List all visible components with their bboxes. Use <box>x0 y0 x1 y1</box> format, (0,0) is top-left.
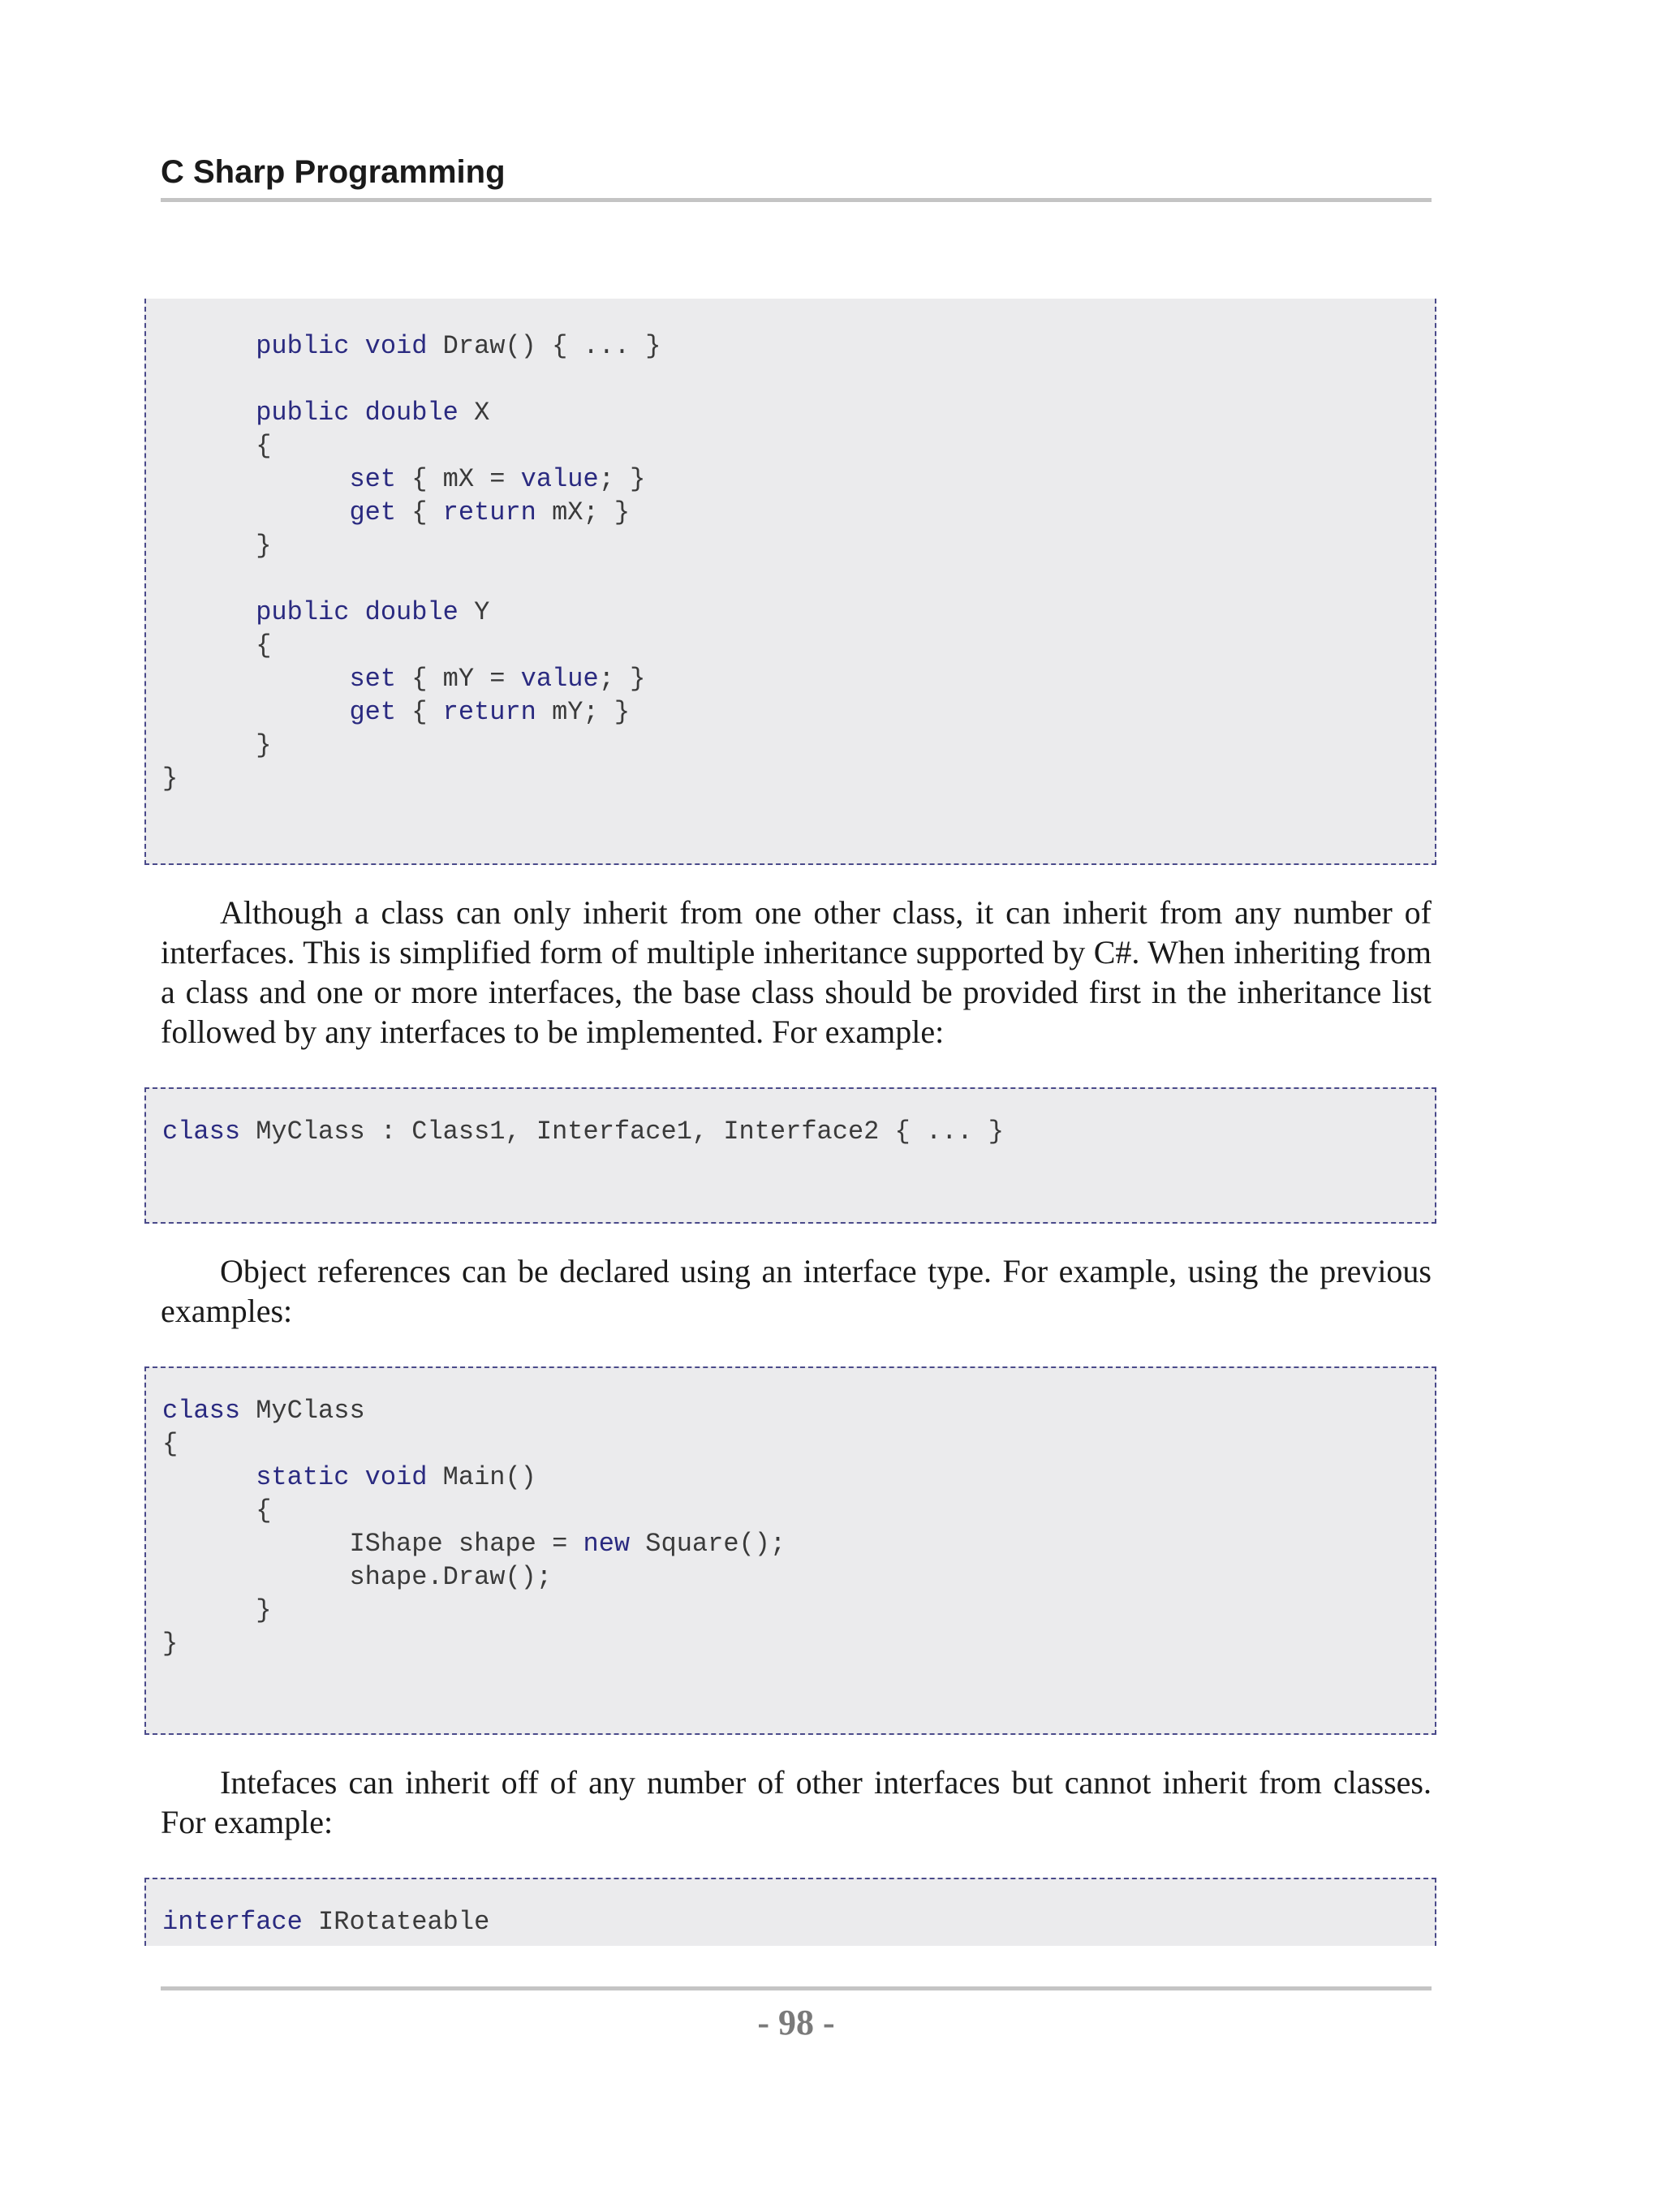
code-text: } <box>162 730 272 760</box>
code-text: ; } <box>598 664 646 694</box>
code-line <box>162 1627 786 1660</box>
code-line <box>162 496 661 529</box>
code-listing <box>162 1394 786 1660</box>
code-text: MyClass : Class1, Interface1, Interface2 { ... } <box>240 1117 1004 1147</box>
code-text: } <box>162 1629 179 1659</box>
code-line <box>162 463 661 496</box>
code-line <box>162 363 661 396</box>
code-text <box>162 398 256 428</box>
code-text: Y <box>458 597 490 627</box>
code-text <box>162 1462 256 1492</box>
code-block-interface-declaration <box>144 1878 1436 1946</box>
code-text: MyClass <box>240 1396 365 1426</box>
book-title: C Sharp Programming <box>161 154 506 190</box>
code-text: Draw() { ... } <box>427 331 661 361</box>
code-text: mY; } <box>536 697 631 727</box>
code-block-class-declaration <box>144 1087 1436 1224</box>
code-keyword: value <box>520 464 599 494</box>
paragraph-multiple-inheritance: Although a class can only inherit from one other class, it can inherit from any number of interfaces. This is simplified form of multiple inheritance supported by C#. When inheriting from a class and one or more interfaces, the base class should be provided first in the inheritance list followed by any interfaces to be implemented. For example: <box>161 894 1432 1050</box>
code-listing <box>162 1905 489 1939</box>
code-text: Square(); <box>630 1529 786 1559</box>
code-text <box>162 497 349 527</box>
code-line <box>162 1905 489 1939</box>
code-text: { <box>396 497 443 527</box>
code-keyword: value <box>520 664 599 694</box>
code-line <box>162 396 661 429</box>
code-text: mX; } <box>536 497 631 527</box>
code-block-property-accessors <box>144 299 1436 865</box>
footer-rule <box>161 1986 1432 1990</box>
code-block-main-method <box>144 1366 1436 1735</box>
code-text: { <box>162 431 272 461</box>
code-line <box>162 662 661 695</box>
code-line <box>162 1527 786 1560</box>
paragraph-object-references: Object references can be declared using an interface type. For example, using the previous examples: <box>161 1253 1432 1329</box>
code-text: Main() <box>427 1462 536 1492</box>
code-line <box>162 1427 786 1461</box>
page-header <box>161 151 1432 202</box>
code-keyword: get <box>349 697 397 727</box>
code-keyword: static void <box>256 1462 428 1492</box>
code-line <box>162 629 661 662</box>
code-text: { <box>162 630 272 661</box>
code-text: IShape shape = <box>162 1529 583 1559</box>
code-line <box>162 562 661 596</box>
code-keyword: interface <box>162 1907 303 1937</box>
code-line <box>162 1594 786 1627</box>
code-text: { <box>162 1429 179 1459</box>
paragraph-interface-inheritance: Intefaces can inherit off of any number of other interfaces but cannot inherit from classes. For example: <box>161 1764 1432 1840</box>
code-text: ; } <box>598 464 646 494</box>
code-text: X <box>458 398 490 428</box>
code-text <box>162 664 349 694</box>
code-line <box>162 1115 1004 1148</box>
code-listing <box>162 329 661 795</box>
code-text <box>162 331 256 361</box>
code-text: } <box>162 531 272 561</box>
code-keyword: return <box>442 697 536 727</box>
code-line <box>162 529 661 562</box>
code-text: { <box>162 1495 272 1526</box>
code-keyword: set <box>349 464 397 494</box>
code-text: } <box>162 1595 272 1625</box>
code-text: } <box>162 764 179 794</box>
code-line <box>162 729 661 762</box>
code-line <box>162 695 661 729</box>
code-keyword: class <box>162 1117 241 1147</box>
code-keyword: public void <box>256 331 428 361</box>
code-line <box>162 1560 786 1594</box>
code-line <box>162 1461 786 1494</box>
code-keyword: class <box>162 1396 241 1426</box>
page-footer <box>161 1986 1432 2043</box>
code-text <box>162 464 349 494</box>
header-rule <box>161 198 1432 202</box>
code-line <box>162 329 661 363</box>
code-line <box>162 596 661 629</box>
code-listing <box>162 1115 1004 1148</box>
code-text: { mY = <box>396 664 521 694</box>
code-keyword: set <box>349 664 397 694</box>
code-keyword: get <box>349 497 397 527</box>
code-keyword: return <box>442 497 536 527</box>
code-text: { mX = <box>396 464 521 494</box>
code-text <box>162 597 256 627</box>
code-line <box>162 429 661 463</box>
code-line <box>162 1494 786 1527</box>
page-number: - 98 - <box>757 2003 835 2042</box>
code-text: IRotateable <box>302 1907 490 1937</box>
code-text <box>162 697 349 727</box>
code-text: { <box>396 697 443 727</box>
code-keyword: public double <box>256 597 459 627</box>
code-keyword: new <box>583 1529 631 1559</box>
code-keyword: public double <box>256 398 459 428</box>
code-text: shape.Draw(); <box>162 1562 553 1592</box>
code-line <box>162 762 661 795</box>
code-line <box>162 1394 786 1427</box>
